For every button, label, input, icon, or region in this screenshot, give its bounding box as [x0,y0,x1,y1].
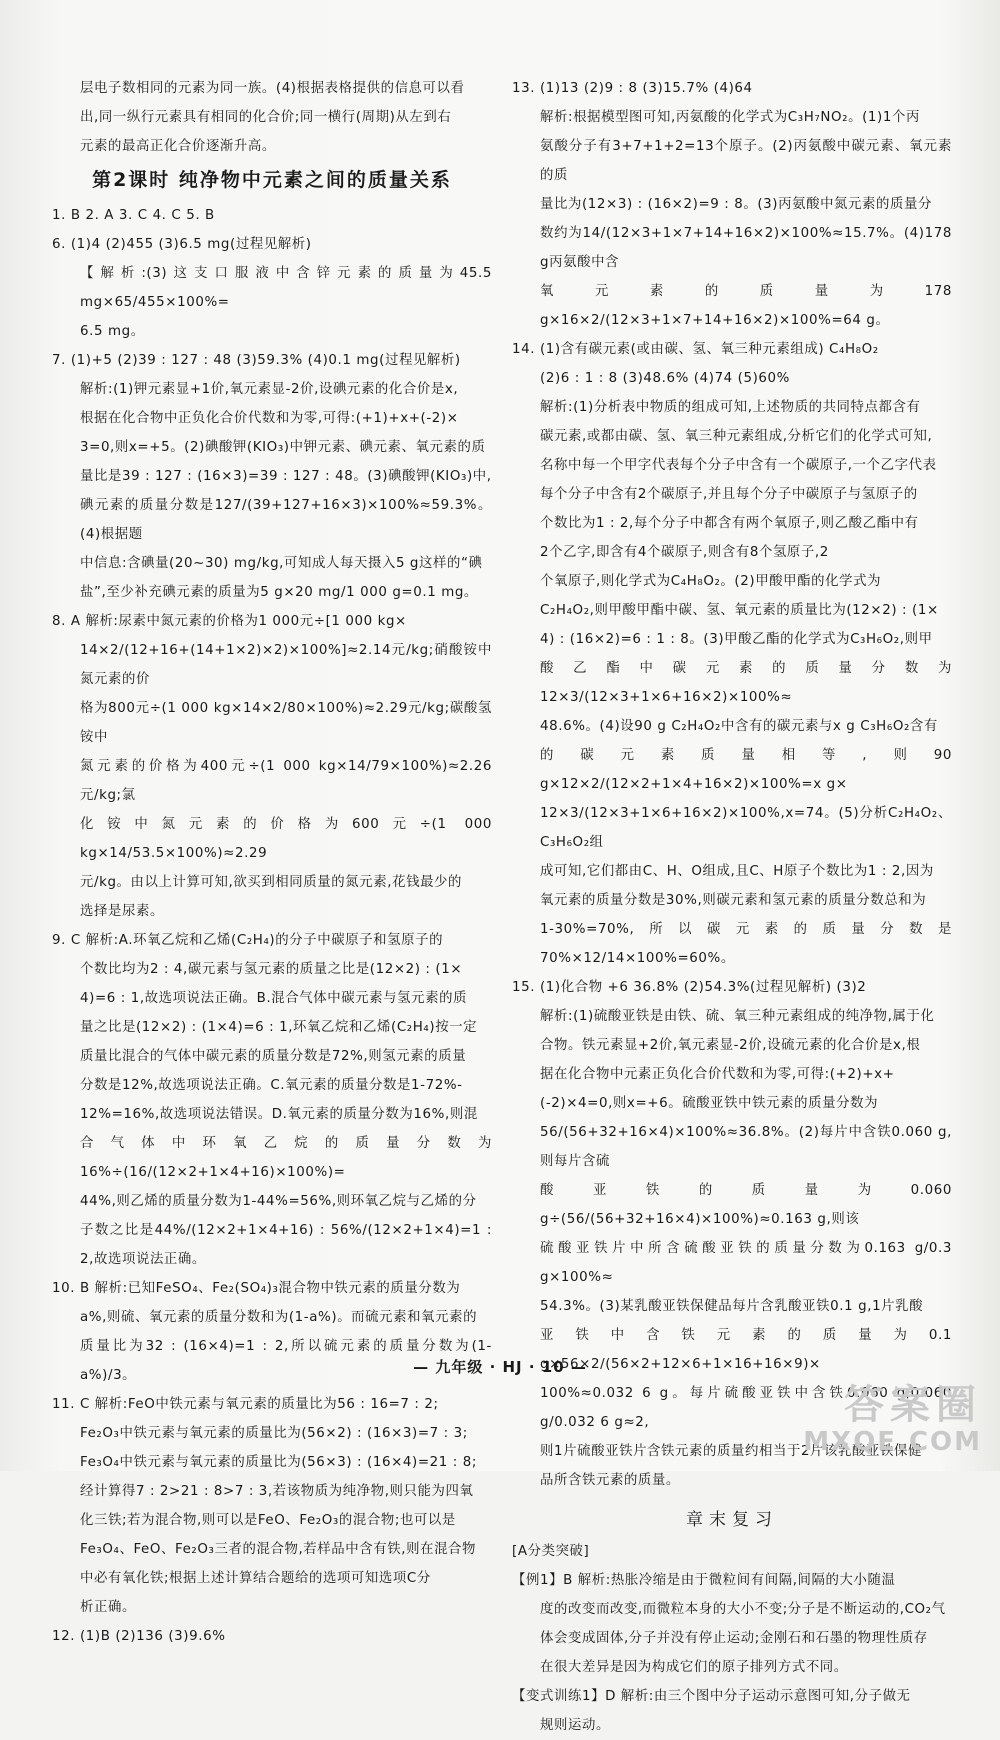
explanation-line: 质量比混合的气体中碳元素的质量分数是72%,则氢元素的质量 [80,1049,467,1064]
explanation-line: 合气体中环氧乙烷的质量分数为16%÷(16/(12×2+1×4+16)×100%)= [80,1136,492,1180]
explanation-line: 中信息:含碘量(20~30) mg/kg,可知成人每天摄入5 g这样的“碘 [80,556,483,571]
answer-line: 13. (1)13 (2)9 : 8 (3)15.7% (4)64 [512,81,753,96]
watermark [803,1383,982,1457]
explanation-line: 化铵中氮元素的价格为600元÷(1 000 kg×14/53.5×100%)≈2.29 [80,817,492,861]
explanation-line: 48.6%。(4)设90 g C₂H₄O₂中含有的碳元素与x g C₃H₆O₂含有 [540,719,938,734]
explanation-line: 合物。铁元素显+2价,氧元素显-2价,设硫元素的化合价是x,根 [540,1038,921,1053]
answer-line: 【例1】B 解析:热胀冷缩是由于微粒间有间隔,间隔的大小随温 [512,1573,896,1588]
explanation-line: C₂H₄O₂,则甲酸甲酯中碳、氢、氧元素的质量比为(12×2) : (1× [540,603,939,618]
page-footer: — 九年级 · HJ · 10 — [413,1358,587,1376]
explanation-line: (-2)×4=0,则x=+6。硫酸亚铁中铁元素的质量分数为 [540,1096,879,1111]
explanation-line: 体会变成固体,分子并没有停止运动;金刚石和石墨的物理性质存 [540,1631,928,1646]
explanation-line: 4)=6 : 1,故选项说法正确。B.混合气体中碳元素与氢元素的质 [80,991,468,1006]
answer-line: 12. (1)B (2)136 (3)9.6% [52,1629,226,1644]
answer-line: 1. B 2. A 3. C 4. C 5. B [52,208,215,223]
answer-line: 10. B 解析:已知FeSO₄、Fe₂(SO₄)₃混合物中铁元素的质量分数为 [52,1281,461,1296]
explanation-line: 个数比均为2 : 4,碳元素与氢元素的质量之比是(12×2) : (1× [80,962,463,977]
explanation-line: 选择是尿素。 [80,904,164,919]
answer-line: 8. A 解析:尿素中氮元素的价格为1 000元÷[1 000 kg× [52,614,407,629]
answer-line: 【变式训练1】D 解析:由三个图中分子运动示意图可知,分子做无 [512,1689,911,1704]
explanation-line: 100%≈0.032 6 g。每片硫酸亚铁中含铁0.060 g,0.060 g/0.032 6 g≈2, [540,1386,952,1430]
answer-line: 11. C 解析:FeO中铁元素与氧元素的质量比为56 : 16=7 : 2; [52,1397,439,1412]
explanation-line: 出,同一纵行元素具有相同的化合价;同一横行(周期)从左到右 [80,110,452,125]
explanation-line: 在很大差异是因为构成它们的原子排列方式不同。 [540,1660,848,1675]
explanation-line: 个数比为1 : 2,每个分子中都含有两个氧原子,则乙酸乙酯中有 [540,516,919,531]
explanation-line: 硫酸亚铁片中所含硫酸亚铁的质量分数为0.163 g/0.3 g×100%≈ [540,1241,952,1285]
explanation-line: 每个分子中含有2个碳原子,并且每个分子中碳原子与氢原子的 [540,487,918,502]
explanation-line: 解析:(1)钾元素显+1价,氧元素显-2价,设碘元素的化合价是x, [80,382,459,397]
explanation-line: 碳元素,或都由碳、氢、氧三种元素组成,分析它们的化学式可知, [540,429,933,444]
explanation-line: 酸乙酯中碳元素的质量分数为12×3/(12×3+1×6+16×2)×100%≈ [540,661,952,705]
explanation-line: a%,则硫、氧元素的质量分数和为(1-a%)。而硫元素和氧元素的 [80,1310,478,1325]
explanation-line: 【解析:(3)这支口服液中含锌元素的质量为45.5 mg×65/455×100%= [80,266,492,310]
explanation-line: 量比是39 : 127 : (16×3)=39 : 127 : 48。(3)碘酸钾(KIO₃)中, [80,469,492,484]
answer-line: 14. (1)含有碳元素(或由碳、氢、氧三种元素组成) C₄H₈O₂ [512,342,879,357]
explanation-line: Fe₂O₃中铁元素与氧元素的质量比为(56×2) : (16×3)=7 : 3; [80,1426,468,1441]
explanation-line: 数约为14/(12×3+1×7+14+16×2)×100%≈15.7%。(4)178 g丙氨酸中含 [540,226,952,270]
explanation-line: 分数是12%,故选项说法正确。C.氧元素的质量分数是1-72%- [80,1078,463,1093]
explanation-line: 2个乙字,即含有4个碳原子,则含有8个氢原子,2 [540,545,829,560]
explanation-line: 氮元素的价格为400元÷(1 000 kg×14/79×100%)≈2.26元/kg;氯 [80,759,492,803]
answer-line: [A分类突破] [512,1544,590,1559]
watermark-url: MXQE.COM [803,1427,982,1457]
answer-line: 15. (1)化合物 +6 36.8% (2)54.3%(过程见解析) (3)2 [512,980,867,995]
answer-line: 6. (1)4 (2)455 (3)6.5 mg(过程见解析) [52,237,312,252]
left-column [52,74,492,1651]
explanation-line: 12×3/(12×3+1×6+16×2)×100%,x=74。(5)分析C₂H₄O₂、C₃H₆O₂组 [540,806,952,850]
explanation-line: 则1片硫酸亚铁片含铁元素的质量约相当于2片该乳酸亚铁保健 [540,1444,922,1459]
explanation-line: 54.3%。(3)某乳酸亚铁保健品每片含乳酸亚铁0.1 g,1片乳酸 [540,1299,924,1314]
explanation-line: 中必有氧化铁;根据上述计算结合题给的选项可知选项C分 [80,1571,431,1586]
explanation-line: 解析:(1)硫酸亚铁是由铁、硫、氧三种元素组成的纯净物,属于化 [540,1009,935,1024]
explanation-line: 根据在化合物中正负化合价代数和为零,可得:(+1)+x+(-2)× [80,411,459,426]
explanation-line: 碘元素的质量分数是127/(39+127+16×3)×100%≈59.3%。(4)根据题 [80,498,492,542]
explanation-line: 盐”,至少补充碘元素的质量为5 g×20 mg/1 000 g=0.1 mg。 [80,585,478,600]
explanation-line: 度的改变而改变,而微粒本身的大小不变;分子是不断运动的,CO₂气 [540,1602,946,1617]
right-column [512,74,952,1740]
explanation-line: 元/kg。由以上计算可知,欲买到相同质量的氮元素,花钱最少的 [80,875,463,890]
section-title: 第2课时 纯净物中元素之间的质量关系 [92,169,452,191]
explanation-line: 据在化合物中元素正负化合价代数和为零,可得:(+2)+x+ [540,1067,895,1082]
explanation-line: 解析:根据模型图可知,丙氨酸的化学式为C₃H₇NO₂。(1)1个丙 [540,110,920,125]
explanation-line: 6.5 mg。 [80,324,145,339]
explanation-line: 氧元素的质量分数是30%,则碳元素和氢元素的质量分数总和为 [540,893,927,908]
explanation-line: 12%=16%,故选项说法错误。D.氧元素的质量分数为16%,则混 [80,1107,478,1122]
explanation-line: 元素的最高正化合价逐渐升高。 [80,139,276,154]
explanation-line: 氧元素的质量为178 g×16×2/(12×3+1×7+14+16×2)×100%=64 g。 [540,284,952,328]
explanation-line: 格为800元÷(1 000 kg×14×2/80×100%)≈2.29元/kg;碳酸氢铵中 [80,701,492,745]
explanation-line: 解析:(1)分析表中物质的组成可知,上述物质的共同特点都含有 [540,400,921,415]
explanation-line: Fe₃O₄中铁元素与氧元素的质量比为(56×3) : (16×4)=21 : 8; [80,1455,477,1470]
explanation-line: 层电子数相同的元素为同一族。(4)根据表格提供的信息可以看 [80,81,465,96]
answer-line: 7. (1)+5 (2)39 : 127 : 48 (3)59.3% (4)0.1 mg(过程见解析) [52,353,461,368]
explanation-line: 个氧原子,则化学式为C₄H₈O₂。(2)甲酸甲酯的化学式为 [540,574,882,589]
explanation-line: 1-30%=70%,所以碳元素的质量分数是70%×12/14×100%=60%。 [540,922,952,966]
explanation-line: 4) : (16×2)=6 : 1 : 8。(3)甲酸乙酯的化学式为C₃H₆O₂,则甲 [540,632,933,647]
explanation-line: 析正确。 [80,1600,136,1615]
explanation-line: 成可知,它们都由C、H、O组成,且C、H原子个数比为1 : 2,因为 [540,864,934,879]
explanation-line: 亚铁中含铁元素的质量为0.1 g×56×2/(56×2+12×6+1×16+16×9)× [540,1328,952,1372]
watermark-logo-text: 答案圈 [844,1382,982,1428]
explanation-line: 规则运动。 [540,1718,610,1733]
explanation-line: 名称中每一个甲字代表每个分子中含有一个碳原子,一个乙字代表 [540,458,937,473]
explanation-line: 3=0,则x=+5。(2)碘酸钾(KIO₃)中钾元素、碘元素、氧元素的质 [80,440,486,455]
explanation-line: 氨酸分子有3+7+1+2=13个原子。(2)丙氨酸中碳元素、氧元素的质 [540,139,952,183]
explanation-line: 酸亚铁的质量为0.060 g÷(56/(56+32+16×4)×100%)≈0.163 g,则该 [540,1183,952,1227]
explanation-line: 量之比是(12×2) : (1×4)=6 : 1,环氧乙烷和乙烯(C₂H₄)按一定 [80,1020,478,1035]
explanation-line: 经计算得7 : 2>21 : 8>7 : 3,若该物质为纯净物,则只能为四氧 [80,1484,474,1499]
answer-line: 9. C 解析:A.环氧乙烷和乙烯(C₂H₄)的分子中碳原子和氢原子的 [52,933,444,948]
explanation-line: (2)6 : 1 : 8 (3)48.6% (4)74 (5)60% [540,371,790,386]
explanation-line: 品所含铁元素的质量。 [540,1473,680,1488]
explanation-line: 44%,则乙烯的质量分数为1-44%=56%,则环氧乙烷与乙烯的分 [80,1194,477,1209]
explanation-line: 14×2/(12+16+(14+1×2)×2)×100%]≈2.14元/kg;硝酸铵中氮元素的价 [80,643,492,687]
explanation-line: 子数之比是44%/(12×2+1×4+16) : 56%/(12×2+1×4)=1 : 2,故选项说法正确。 [80,1223,492,1267]
section-title: 章末复习 [686,1510,778,1530]
explanation-line: 56/(56+32+16×4)×100%≈36.8%。(2)每片中含铁0.060 g,则每片含硫 [540,1125,952,1169]
explanation-line: 化三铁;若为混合物,则可以是FeO、Fe₂O₃的混合物;也可以是 [80,1513,456,1528]
explanation-line: 的碳元素质量相等,则90 g×12×2/(12×2+1×4+16×2)×100%=x g× [540,748,952,792]
explanation-line: 质量比为32 : (16×4)=1 : 2,所以硫元素的质量分数为(1-a%)/3。 [80,1339,492,1383]
explanation-line: Fe₃O₄、FeO、Fe₂O₃三者的混合物,若样品中含有铁,则在混合物 [80,1542,477,1557]
explanation-line: 量比为(12×3) : (16×2)=9 : 8。(3)丙氨酸中氮元素的质量分 [540,197,932,212]
